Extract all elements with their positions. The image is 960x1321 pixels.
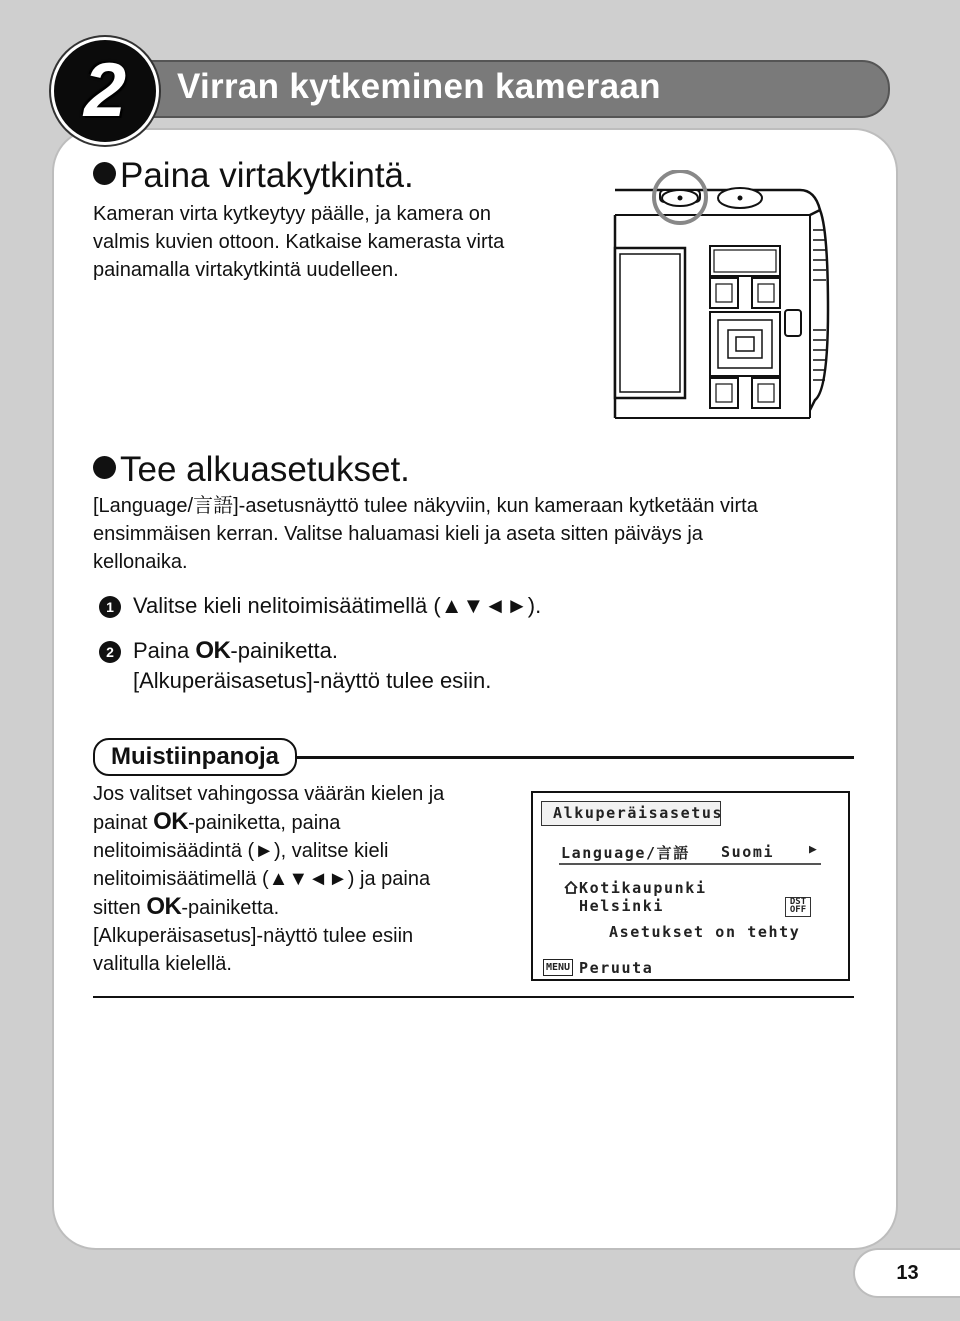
menu-key-icon: MENU bbox=[543, 959, 573, 976]
memo-text: sitten bbox=[93, 897, 147, 919]
page-number: 13 bbox=[853, 1248, 960, 1298]
memo-line: [Alkuperäisasetus]-näyttö tulee esiin bbox=[93, 925, 414, 947]
camera-illustration bbox=[610, 170, 835, 420]
section-heading-text: Paina virtakytkintä. bbox=[120, 156, 414, 195]
memo-line: Jos valitset vahingossa väärän kielen ja bbox=[93, 783, 445, 805]
section-heading-power bbox=[93, 156, 414, 196]
dst-icon bbox=[785, 897, 811, 917]
memo-text: painat bbox=[93, 812, 154, 834]
memo-line: nelitoimisäätimellä (▲▼◄►) ja paina bbox=[93, 868, 431, 890]
body-line: ensimmäisen kerran. Valitse haluamasi kieli ja aseta sitten päiväys ja bbox=[93, 523, 703, 545]
step-number: 1 bbox=[99, 596, 121, 618]
memo-text: -painiketta. bbox=[181, 897, 280, 919]
language-label: Language/言語 bbox=[561, 844, 690, 862]
chapter-title: Virran kytkeminen kameraan bbox=[177, 67, 661, 106]
dst-label: DST bbox=[789, 897, 807, 907]
body-line: Kameran virta kytkeytyy päälle, ja kamera on bbox=[93, 203, 491, 225]
memo-divider-top bbox=[296, 756, 854, 759]
dst-value: OFF bbox=[789, 905, 807, 915]
language-value: Suomi bbox=[721, 843, 775, 861]
home-icon bbox=[563, 880, 579, 895]
memo-line: valitulla kielellä. bbox=[93, 953, 232, 975]
section-body-power bbox=[93, 200, 504, 284]
hometown-value: Helsinki bbox=[579, 897, 665, 915]
section-heading-initial-settings bbox=[93, 450, 410, 490]
body-line: kellonaika. bbox=[93, 551, 188, 573]
section-heading-text: Tee alkuasetukset. bbox=[120, 450, 410, 489]
right-arrow-icon: ▶ bbox=[809, 842, 819, 857]
screen-title: Alkuperäisasetus bbox=[553, 804, 724, 822]
camera-screen-initial-settings bbox=[531, 791, 850, 981]
hometown-label: Kotikaupunki bbox=[579, 879, 707, 897]
memo-text: -painiketta, paina bbox=[188, 812, 341, 834]
body-line: [Language/言語]-asetusnäyttö tulee näkyviin, kun kameraan kytketään virta bbox=[93, 495, 758, 517]
step-text: -painiketta. bbox=[230, 638, 339, 663]
bullet-dot bbox=[93, 162, 116, 185]
memo-line bbox=[93, 808, 444, 837]
memo-divider-bottom bbox=[93, 996, 854, 998]
body-line: painamalla virtakytkintä uudelleen. bbox=[93, 259, 399, 281]
memo-line: nelitoimisäädintä (►), valitse kieli bbox=[93, 840, 389, 862]
ok-button-symbol: OK bbox=[195, 637, 231, 664]
cancel-label: Peruuta bbox=[579, 959, 654, 977]
settings-done-label: Asetukset on tehty bbox=[609, 923, 801, 941]
step-text: Paina bbox=[133, 638, 196, 663]
memo-label: Muistiinpanoja bbox=[93, 738, 297, 776]
step-text: Valitse kieli nelitoimisäätimellä (▲▼◄►). bbox=[133, 593, 542, 618]
step-1 bbox=[99, 591, 541, 621]
chapter-number: 2 bbox=[83, 48, 127, 133]
section-body-initial-settings bbox=[93, 492, 758, 576]
step-number: 2 bbox=[99, 641, 121, 663]
memo-body bbox=[93, 780, 444, 978]
ok-button-symbol: OK bbox=[153, 808, 189, 835]
step-text-line2: [Alkuperäisasetus]-näyttö tulee esiin. bbox=[133, 668, 492, 693]
bullet-dot bbox=[93, 456, 116, 479]
step-2 bbox=[99, 636, 491, 696]
body-line: valmis kuvien ottoon. Katkaise kamerasta virta bbox=[93, 231, 505, 253]
memo-line bbox=[93, 893, 444, 922]
ok-button-symbol: OK bbox=[146, 893, 182, 920]
